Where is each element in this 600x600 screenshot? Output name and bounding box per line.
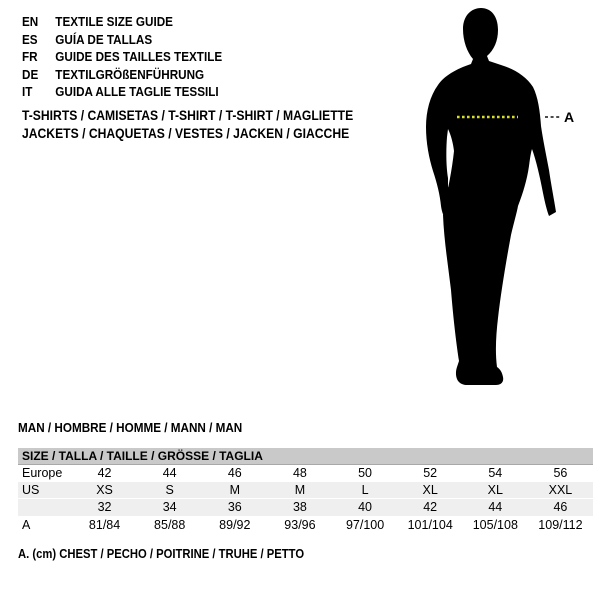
size-cell: 40: [333, 499, 398, 517]
size-cell: 44: [162, 466, 177, 481]
size-cell: 52: [423, 466, 438, 481]
row-label: Europe: [22, 466, 63, 481]
table-row-europe: [18, 465, 593, 482]
language-label: TEXTILGRÖßENFÜHRUNG: [55, 66, 205, 82]
size-cell: 46: [227, 466, 242, 481]
size-table: [18, 448, 593, 533]
language-label: TEXTILE SIZE GUIDE: [55, 14, 173, 29]
language-list: [22, 13, 222, 101]
size-cell: M: [202, 482, 267, 499]
table-row-chest-a: [18, 516, 593, 533]
figure-area: [390, 0, 600, 400]
language-row: [22, 31, 222, 49]
size-cell: 46: [528, 499, 593, 517]
category-line-jackets: JACKETS / CHAQUETAS / VESTES / JACKEN / GIACCHE: [22, 126, 350, 141]
size-cell: 36: [202, 499, 267, 517]
footnote: A. (cm) CHEST / PECHO / POITRINE / TRUHE / PETTO: [18, 547, 305, 561]
size-cell: 50: [358, 466, 373, 481]
size-cell: XL: [398, 482, 463, 499]
language-row: [22, 83, 222, 101]
language-code: ES: [22, 31, 38, 47]
size-cell: 34: [137, 499, 202, 517]
language-code: DE: [22, 66, 39, 82]
row-label: [18, 499, 72, 517]
size-cell: 42: [398, 499, 463, 517]
table-row-us: [18, 482, 593, 499]
size-cell: 97/100: [345, 517, 385, 532]
size-cell: XL: [463, 482, 528, 499]
size-cell: XS: [72, 482, 137, 499]
man-silhouette: [426, 8, 556, 385]
language-code: FR: [22, 49, 38, 65]
size-cell: 44: [463, 499, 528, 517]
table-header-row: [18, 448, 593, 465]
table-row-numeric: [18, 499, 593, 517]
size-cell: 48: [292, 466, 307, 481]
language-label: GUIDA ALLE TAGLIE TESSILI: [55, 84, 219, 100]
size-cell: 42: [97, 466, 112, 481]
section-heading: MAN / HOMBRE / HOMME / MANN / MAN: [18, 420, 243, 435]
language-row: [22, 48, 222, 66]
size-cell: M: [267, 482, 332, 499]
measure-label-a: A: [564, 109, 575, 125]
size-cell: 81/84: [88, 517, 121, 532]
size-cell: 105/108: [472, 517, 518, 532]
size-cell: 32: [72, 499, 137, 517]
size-cell: L: [333, 482, 398, 499]
language-row: [22, 66, 222, 84]
category-list: [22, 107, 353, 143]
table-header: SIZE / TALLA / TAILLE / GRÖSSE / TAGLIA: [18, 448, 593, 465]
language-code: IT: [22, 84, 33, 100]
size-cell: 56: [553, 466, 568, 481]
size-cell: 93/96: [284, 517, 316, 532]
man-silhouette-svg: [390, 0, 600, 400]
language-code: EN: [22, 14, 39, 29]
language-row: [22, 13, 222, 31]
size-cell: S: [137, 482, 202, 499]
row-label: A: [22, 517, 31, 532]
size-cell: 38: [267, 499, 332, 517]
size-cell: 54: [488, 466, 503, 481]
size-cell: XXL: [528, 482, 593, 499]
size-cell: 109/112: [538, 517, 583, 532]
size-cell: 89/92: [219, 517, 251, 532]
language-label: GUIDE DES TAILLES TEXTILE: [55, 49, 223, 65]
language-label: GUÍA DE TALLAS: [55, 31, 153, 47]
size-cell: 101/104: [407, 517, 453, 532]
category-line-tshirts: T-SHIRTS / CAMISETAS / T-SHIRT / T-SHIRT / MAGLIETTE: [22, 108, 354, 123]
row-label: US: [18, 482, 72, 499]
size-cell: 85/88: [154, 517, 186, 532]
